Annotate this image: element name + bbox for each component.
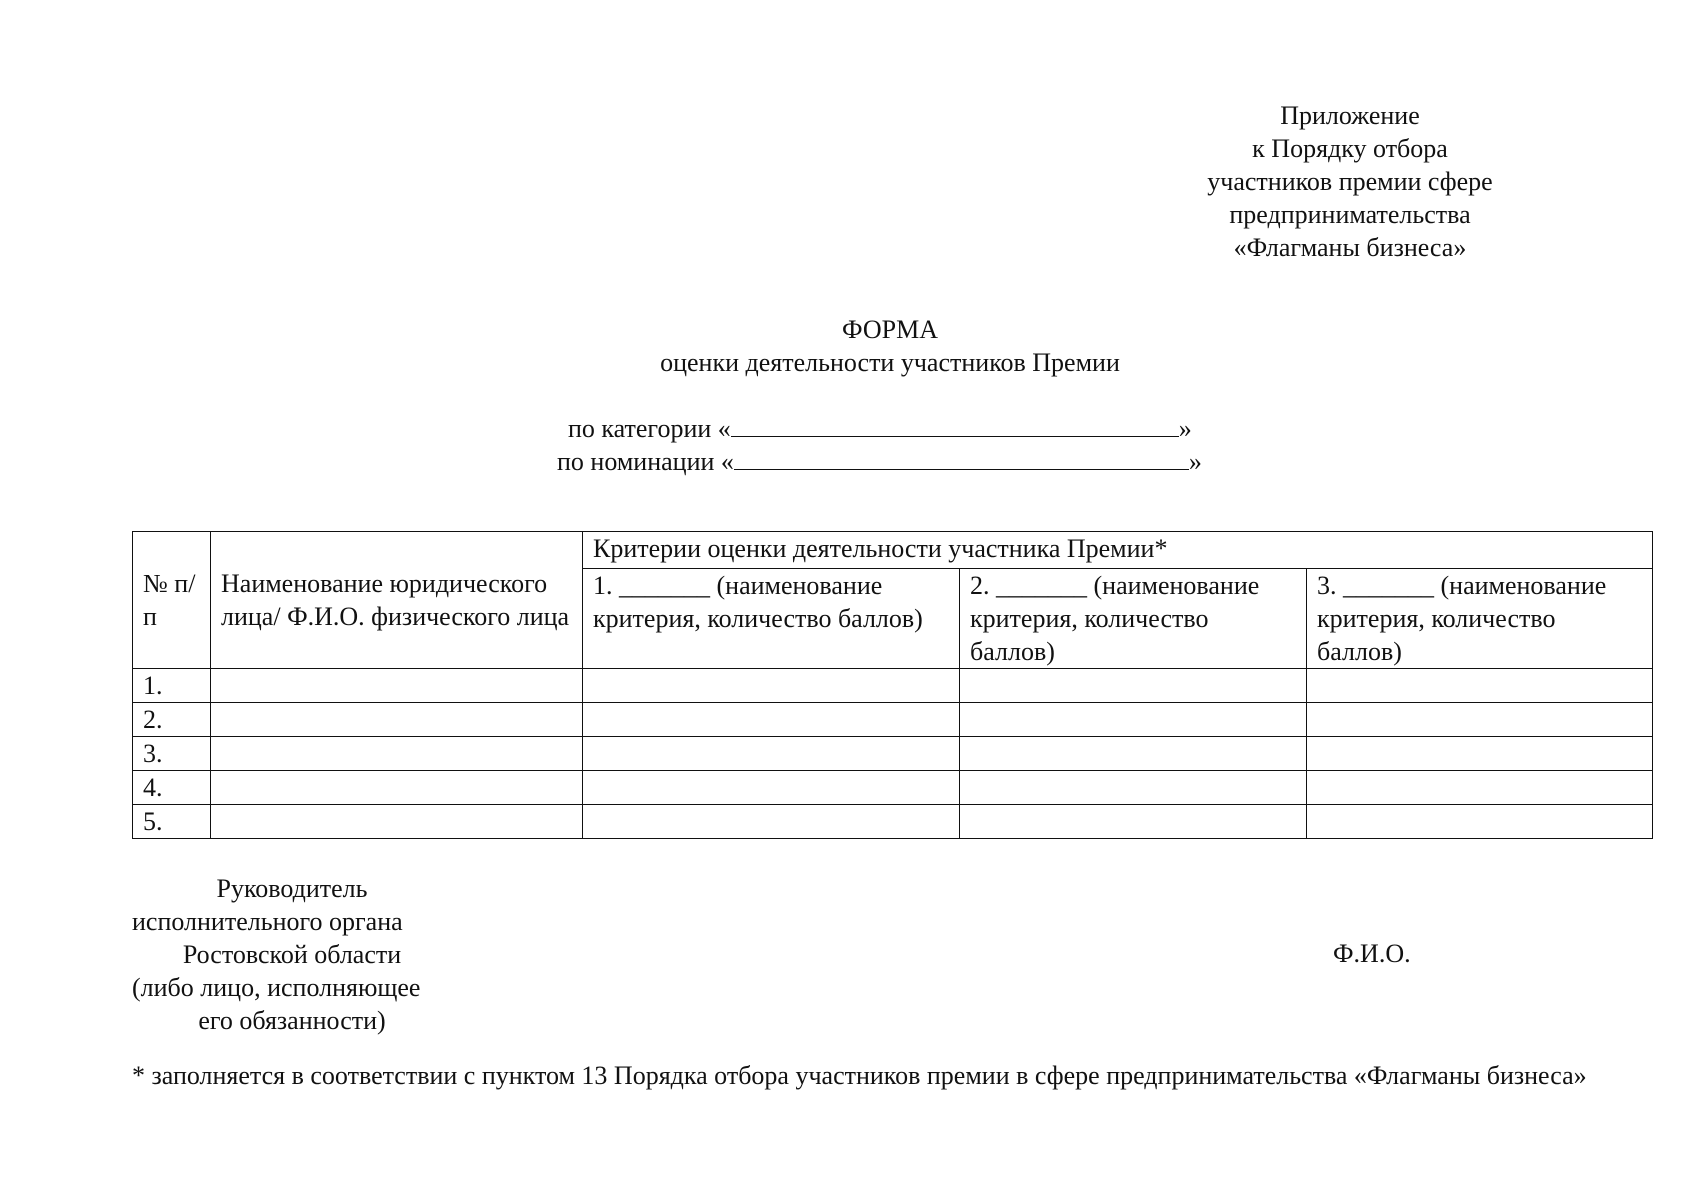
- form-title-block: [0, 313, 1698, 379]
- row-number: 4.: [133, 771, 211, 805]
- appendix-line: предпринимательства: [1229, 200, 1471, 229]
- name-cell[interactable]: [211, 737, 583, 771]
- appendix-line: Приложение: [1280, 101, 1420, 130]
- criterion-2-cell[interactable]: [960, 805, 1307, 839]
- form-title: ФОРМА: [842, 315, 938, 344]
- signature-fio: Ф.И.О.: [1333, 939, 1411, 968]
- table-row: [133, 669, 1653, 703]
- row-number: 3.: [133, 737, 211, 771]
- criterion-1-cell[interactable]: [583, 737, 960, 771]
- category-nomination-block: [557, 412, 1237, 478]
- criterion-3-cell[interactable]: [1307, 771, 1653, 805]
- criterion-2-cell[interactable]: [960, 703, 1307, 737]
- criterion-3-cell[interactable]: [1307, 805, 1653, 839]
- signer-line: (либо лицо, исполняющее: [132, 973, 421, 1002]
- category-suffix: »: [1178, 414, 1192, 443]
- evaluation-table: [132, 531, 1653, 839]
- header-number: № п/п: [133, 532, 211, 669]
- criterion-1-cell[interactable]: [583, 669, 960, 703]
- criterion-3-cell[interactable]: [1307, 737, 1653, 771]
- criterion-2-cell[interactable]: [960, 737, 1307, 771]
- criterion-2: 2. _______ (наименование критерия, количество баллов): [960, 569, 1307, 669]
- table-header-row: [133, 532, 1653, 569]
- signer-line: его обязанности): [198, 1006, 386, 1035]
- category-line: [557, 412, 1237, 445]
- name-cell[interactable]: [211, 703, 583, 737]
- criterion-2-cell[interactable]: [960, 771, 1307, 805]
- table-row: [133, 805, 1653, 839]
- appendix-line: «Флагманы бизнеса»: [1233, 233, 1467, 262]
- appendix-line: участников премии сфере: [1207, 167, 1493, 196]
- signer-line: исполнительного органа: [132, 907, 403, 936]
- table-row: [133, 703, 1653, 737]
- signer-line: Руководитель: [216, 874, 368, 903]
- criterion-1-cell[interactable]: [583, 771, 960, 805]
- row-number: 1.: [133, 669, 211, 703]
- nomination-line: [557, 445, 1237, 478]
- criterion-2-cell[interactable]: [960, 669, 1307, 703]
- nomination-prefix: по номинации «: [557, 447, 734, 476]
- criterion-1-cell[interactable]: [583, 805, 960, 839]
- name-cell[interactable]: [211, 669, 583, 703]
- appendix-line: к Порядку отбора: [1252, 134, 1448, 163]
- row-number: 2.: [133, 703, 211, 737]
- criterion-1-cell[interactable]: [583, 703, 960, 737]
- header-criteria: Критерии оценки деятельности участника Премии*: [583, 532, 1653, 569]
- nomination-suffix: »: [1188, 447, 1202, 476]
- criterion-3-cell[interactable]: [1307, 669, 1653, 703]
- signer-block: [132, 872, 452, 1037]
- table-row: [133, 737, 1653, 771]
- criterion-3-cell[interactable]: [1307, 703, 1653, 737]
- name-cell[interactable]: [211, 805, 583, 839]
- appendix-header: [1170, 99, 1530, 264]
- category-blank[interactable]: [731, 412, 1179, 437]
- footnote: * заполняется в соответствии с пунктом 13 Порядка отбора участников премии в сфере предпринимательства «Флагманы бизнеса»: [132, 1061, 1587, 1090]
- criterion-3: 3. _______ (наименование критерия, количество баллов): [1307, 569, 1653, 669]
- category-prefix: по категории «: [568, 414, 731, 443]
- table-row: [133, 771, 1653, 805]
- nomination-blank[interactable]: [734, 445, 1189, 470]
- criterion-1: 1. _______ (наименование критерия, количество баллов): [583, 569, 960, 669]
- row-number: 5.: [133, 805, 211, 839]
- signer-line: Ростовской области: [182, 940, 402, 969]
- form-subtitle: оценки деятельности участников Премии: [660, 348, 1120, 377]
- header-name: Наименование юридического лица/ Ф.И.О. физического лица: [211, 532, 583, 669]
- name-cell[interactable]: [211, 771, 583, 805]
